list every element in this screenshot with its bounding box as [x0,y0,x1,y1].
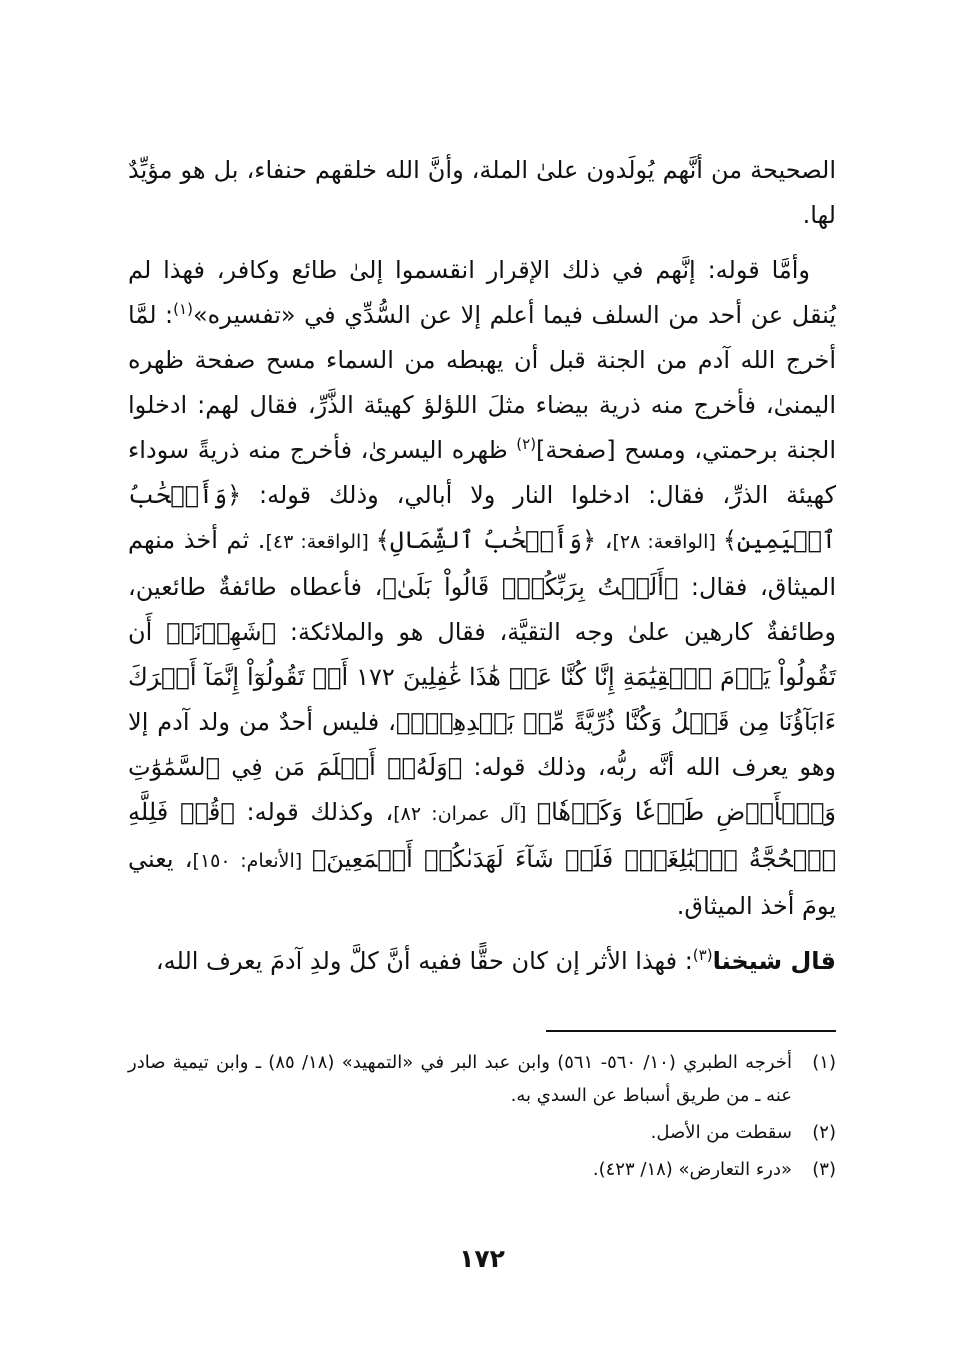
footnotes [128,1046,836,1190]
footnote-separator [546,1030,836,1032]
verse-citation: [الواقعة: ٤٣] [265,531,376,553]
quran-verse: ﴿وَأَصۡحَٰبُ ٱلشِّمَالِ﴾ [375,526,597,554]
verse-citation: [الواقعة: ٢٨] [612,531,723,553]
text-segment: ، فأعطاه طائفةٌ طائعين، وطائفةٌ كارهين علىٰ وجه التقيَّة، فقال هو والملائكة: [128,573,836,646]
verse-citation: [آل عمران: ٨٢] [393,803,537,825]
main-text [128,148,836,984]
footnote-text: أخرجه الطبري (١٠/ ٥٦٠- ٥٦١) وابن عبد البر في «التمهيد» (١٨/ ٨٥) ـ وابن تيمية صادر عنه ـ من طريق أسباط عن السدي به. [128,1052,792,1106]
text-segment: ، يعني يومَ أخذ الميثاق. [128,845,836,920]
footnote-number: (٢) [812,1122,836,1143]
text-segment: : فهذا الأثر إن كان حقًّا ففيه أنَّ كلَّ ولدِ آدمَ يعرف الله، [155,947,693,975]
text-segment: ظهره اليسرىٰ، فأخرج منه ذريةً سوداء كهيئة الذرِّ، فقال: ادخلوا النار ولا أبالي، وذلك قوله: [128,436,836,509]
text-segment: ، [596,526,613,554]
footnote-text: «درء التعارض» (١٨/ ٤٢٣). [592,1159,792,1180]
text-segment: : لمَّا أخرج الله آدم من الجنة قبل أن يهبطه من السماء مسح صفحة ظهره اليمنىٰ، فأخرج منه ذرية بيضاء مثلَ اللؤلؤ كهيئة الذَّرِّ، فقال لهم: ادخلوا الجنة برحمتي، ومسح [صفحة] [128,301,836,464]
footnote-3 [128,1153,836,1186]
footnote-ref-1[interactable]: (١) [173,300,193,318]
quran-verse: ﴿وَلَهُۥٓ أَسۡلَمَ مَن فِي ٱلسَّمَٰوَٰتِ وَٱلۡأَرۡضِ طَوۡعٗا وَكَرۡهٗا﴾ [128,753,836,826]
footnote-ref-2[interactable]: (٢) [516,435,537,453]
speaker-label: قال شيخنا [712,947,836,975]
text-segment: وأمَّا قوله: إنَّهم في ذلك الإقرار انقسموا إلىٰ طائع وكافر، فهذا لم يُنقل عن أحد من السلف فيما أعلم إلا عن السُّدِّي في «تفسيره» [128,256,837,329]
footnote-number: (١) [812,1052,836,1073]
footnote-1 [128,1046,836,1112]
footnote-ref-3[interactable]: (٣) [692,946,713,964]
quran-verse: ﴿أَلَسۡتُ بِرَبِّكُمۡۖ قَالُواْ بَلَىٰ﴾ [382,573,679,601]
footnote-text: سقطت من الأصل. [650,1122,792,1143]
text-segment: ، وكذلك قوله: [234,798,394,826]
footnote-2 [128,1116,836,1149]
paragraph-1: الصحيحة من أنَّهم يُولَدون علىٰ الملة، وأنَّ الله خلقهم حنفاء، بل هو مؤيِّدٌ لها. [128,156,836,229]
verse-citation: [الأنعام: ١٥٠] [192,850,312,872]
quran-verse: ﴿شَهِدۡنَآۚ أَن تَقُولُواْ يَوۡمَ ٱلۡقِيَٰمَةِ إِنَّا كُنَّا عَنۡ هَٰذَا غَٰفِلِينَ ١٧٢ أَوۡ تَقُولُوٓاْ إِنَّمَآ أَشۡرَكَ ءَابَآؤُنَا مِن قَبۡلُ وَكُنَّا ذُرِّيَّةً مِّنۢ بَعۡدِهِمۡۖ﴾ [128,618,837,736]
quran-verse: ﴿وَأَصۡحَٰبُ ٱلۡيَمِينِ﴾ [128,481,836,554]
text-segment: ، فليس أحدٌ من ولد آدم إلا وهو يعرف الله أنَّه ربُّه، وذلك قوله: [128,708,836,781]
quran-verse: ﴿قُلۡ فَلِلَّهِ ٱلۡحُجَّةُ ٱلۡبَٰلِغَةُۖ فَلَوۡ شَآءَ لَهَدَىٰكُمۡ أَجۡمَعِينَ﴾ [128,798,836,873]
text-segment: . ثم أخذ منهم الميثاق، فقال: [128,526,836,601]
footnote-number: (٣) [812,1159,836,1180]
paragraph-2 [128,248,836,929]
page-number: ١٧٢ [459,1244,505,1273]
paragraph-3 [128,939,836,984]
